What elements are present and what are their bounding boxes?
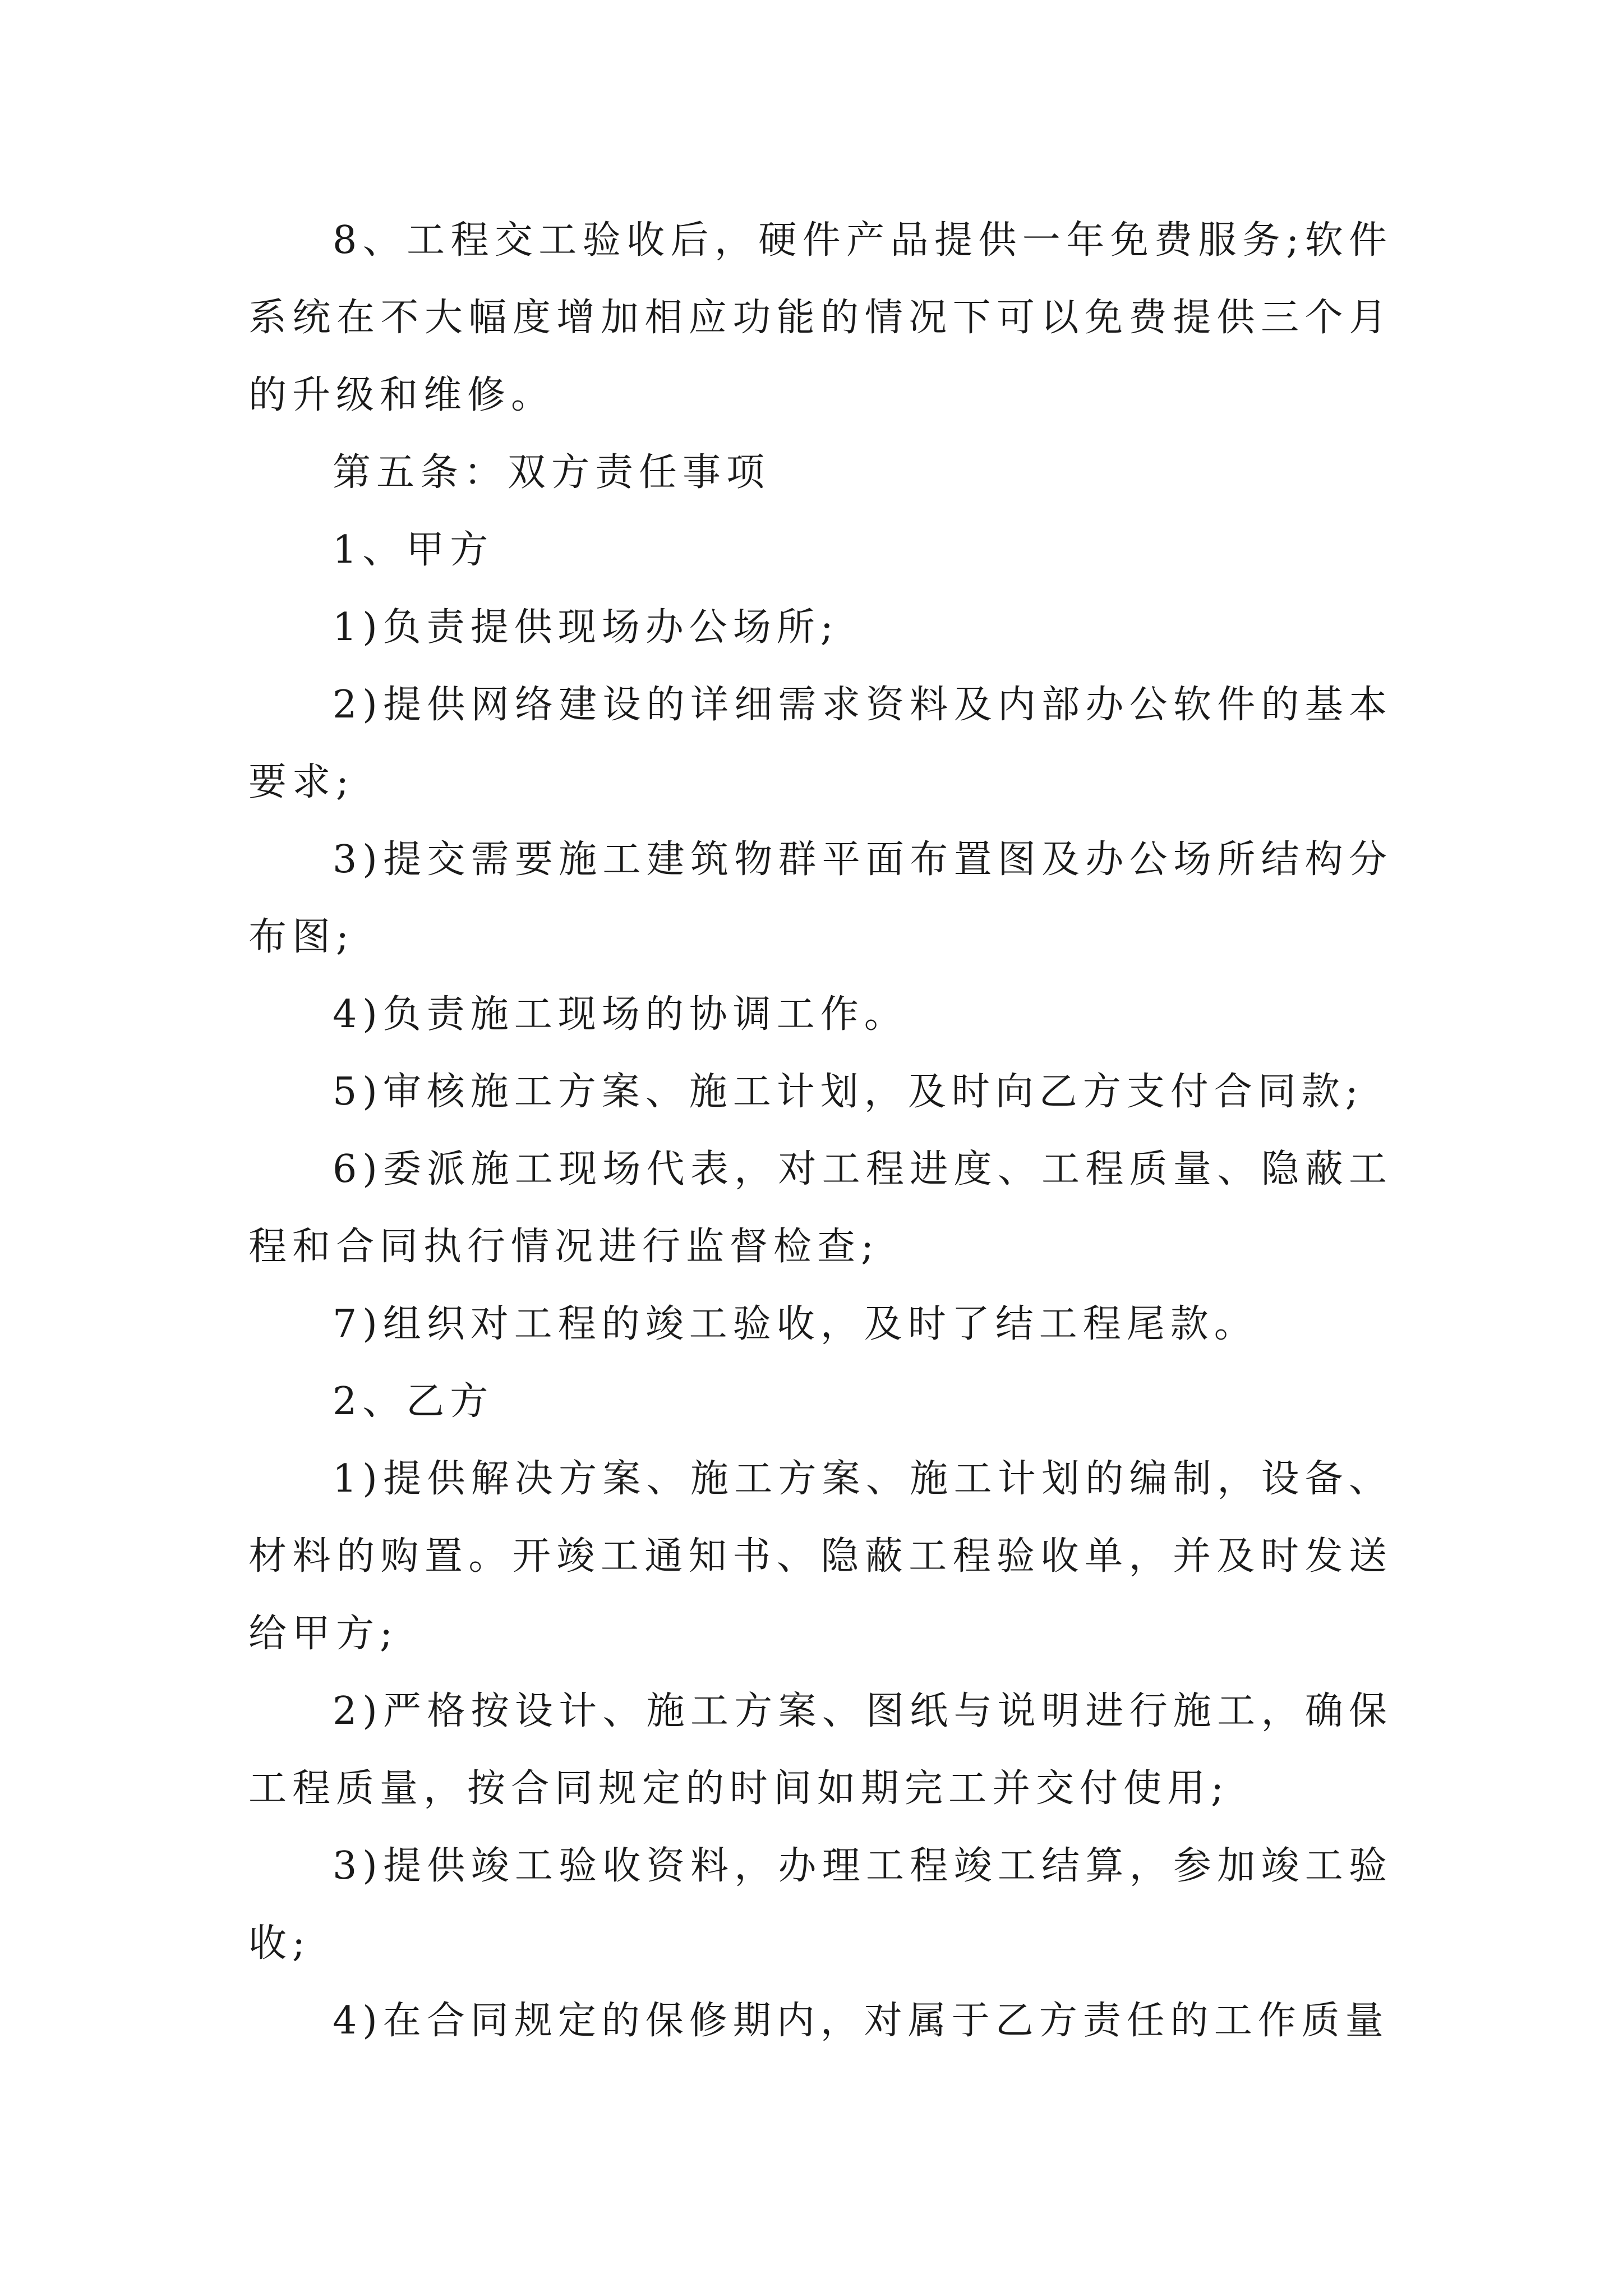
section-heading-article-5: 第五条：双方责任事项 <box>333 450 771 495</box>
party-b-item-4: 4)在合同规定的保修期内，对属于乙方责任的工作质量 <box>333 1999 1389 2043</box>
party-a-item-7: 7)组织对工程的竣工验收，及时了结工程尾款。 <box>333 1302 1258 1346</box>
document-body <box>248 202 1393 2060</box>
party-a-item-2: 2)提供网络建设的详细需求资料及内部办公软件的基本要求; <box>248 683 1393 804</box>
party-a-item-6: 6)委派施工现场代表，对工程进度、工程质量、隐蔽工程和合同执行情况进行监督检查; <box>248 1147 1393 1269</box>
party-a-item-4: 4)负责施工现场的协调工作。 <box>333 992 908 1037</box>
party-a-item-1: 1)负责提供现场办公场所; <box>333 605 839 650</box>
party-b-item-3: 3)提供竣工验收资料，办理工程竣工结算，参加竣工验收; <box>248 1844 1393 1966</box>
paragraph-warranty: 8、工程交工验收后，硬件产品提供一年免费服务;软件系统在不大幅度增加相应功能的情况下可以免费提供三个月的升级和维修。 <box>248 218 1393 417</box>
party-a-item-3: 3)提交需要施工建筑物群平面布置图及办公场所结构分布图; <box>248 838 1393 959</box>
party-b-item-2: 2)严格按设计、施工方案、图纸与说明进行施工，确保工程质量，按合同规定的时间如期完工并交付使用; <box>248 1689 1393 1811</box>
party-b-item-1: 1)提供解决方案、施工方案、施工计划的编制，设备、材料的购置。开竣工通知书、隐蔽工程验收单，并及时发送给甲方; <box>248 1457 1393 1656</box>
party-a-heading: 1、甲方 <box>333 528 494 572</box>
party-a-item-5: 5)审核施工方案、施工计划，及时向乙方支付合同款; <box>333 1070 1364 1114</box>
party-b-heading: 2、乙方 <box>333 1379 494 1424</box>
